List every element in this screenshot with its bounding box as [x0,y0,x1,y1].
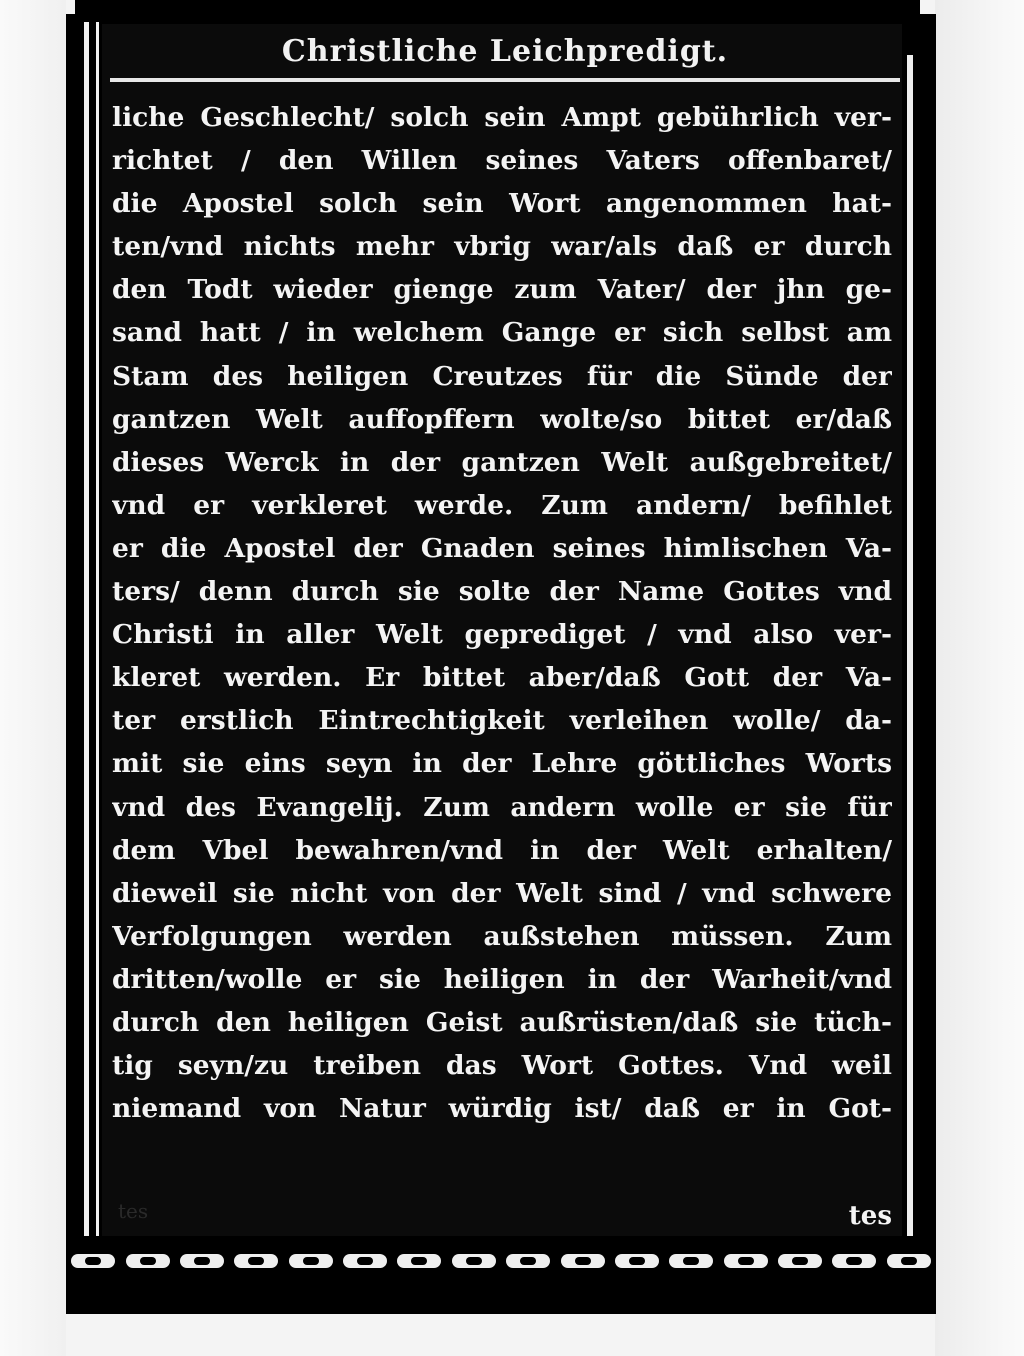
text-line: kleret werden. Er bittet aber/daß Gott der Va- [112,662,892,694]
text-line: dem Vbel bewahren/vnd in der Welt erhalten/ [112,834,892,866]
right-border-rule [907,55,913,1240]
header-rule [110,78,900,82]
text-line: durch den heiligen Geist außrüsten/daß sie tüch- [112,1006,892,1038]
ornament-icon [452,1254,496,1268]
text-line: Verfolgungen werden außstehen müssen. Zum [112,920,892,952]
text-line: er die Apostel der Gnaden seines himlischen Va- [112,532,892,564]
top-border [75,0,920,14]
body-text [112,96,892,1130]
ornamental-border-bottom [66,1236,936,1286]
text-line: tig seyn/zu treiben das Wort Gottes. Vnd weil [112,1050,892,1082]
ornament-icon [887,1254,931,1268]
text-line: dieweil sie nicht von der Welt sind / vnd schwere [112,877,892,909]
text-line: den Todt wieder gienge zum Vater/ der jhn ge- [112,274,892,306]
catchword: tes [848,1201,892,1231]
ornament-icon [832,1254,876,1268]
left-border-rule [84,22,89,1237]
ornament-icon [343,1254,387,1268]
ornament-icon [234,1254,278,1268]
text-line: ters/ denn durch sie solte der Name Gottes vnd [112,576,892,608]
text-line: ter erstlich Eintrechtigkeit verleihen wolle/ da- [112,705,892,737]
text-line: niemand von Natur würdig ist/ daß er in Got- [112,1093,892,1125]
ornament-icon [180,1254,224,1268]
ornament-icon [71,1254,115,1268]
ornament-icon [615,1254,659,1268]
page-margin-right [935,0,1024,1356]
page-margin-left [0,0,66,1356]
text-line: ten/vnd nichts mehr vbrig war/als daß er durch [112,231,892,263]
ornament-icon [397,1254,441,1268]
left-border-rule-inner [96,22,99,1237]
text-line: vnd er verkleret werde. Zum andern/ befihlet [112,489,892,521]
show-through-text: tes [118,1199,149,1223]
text-line: vnd des Evangelij. Zum andern wolle er sie für [112,791,892,823]
ornament-icon [778,1254,822,1268]
ornament-icon [724,1254,768,1268]
text-line: sand hatt / in welchem Gange er sich selbst am [112,317,892,349]
text-line: Stam des heiligen Creutzes für die Sünde der [112,360,892,392]
text-line: richtet / den Willen seines Vaters offenbaret/ [112,145,892,177]
text-line: dieses Werck in der gantzen Welt außgebreitet/ [112,446,892,478]
text-line: die Apostel solch sein Wort angenommen hat- [112,188,892,220]
text-line: liche Geschlecht/ solch sein Ampt gebührlich ver- [112,102,892,133]
text-line: dritten/wolle er sie heiligen in der Warheit/vnd [112,963,892,995]
ornament-icon [506,1254,550,1268]
text-line: mit sie eins seyn in der Lehre göttliches Worts [112,748,892,780]
ornament-icon [669,1254,713,1268]
text-line: gantzen Welt auffopffern wolte/so bittet er/daß [112,403,892,435]
ornament-icon [561,1254,605,1268]
running-head: Christliche Leichpredigt. [281,34,729,69]
ornament-icon [289,1254,333,1268]
text-line: Christi in aller Welt geprediget / vnd also ver- [112,619,892,651]
ornament-icon [126,1254,170,1268]
